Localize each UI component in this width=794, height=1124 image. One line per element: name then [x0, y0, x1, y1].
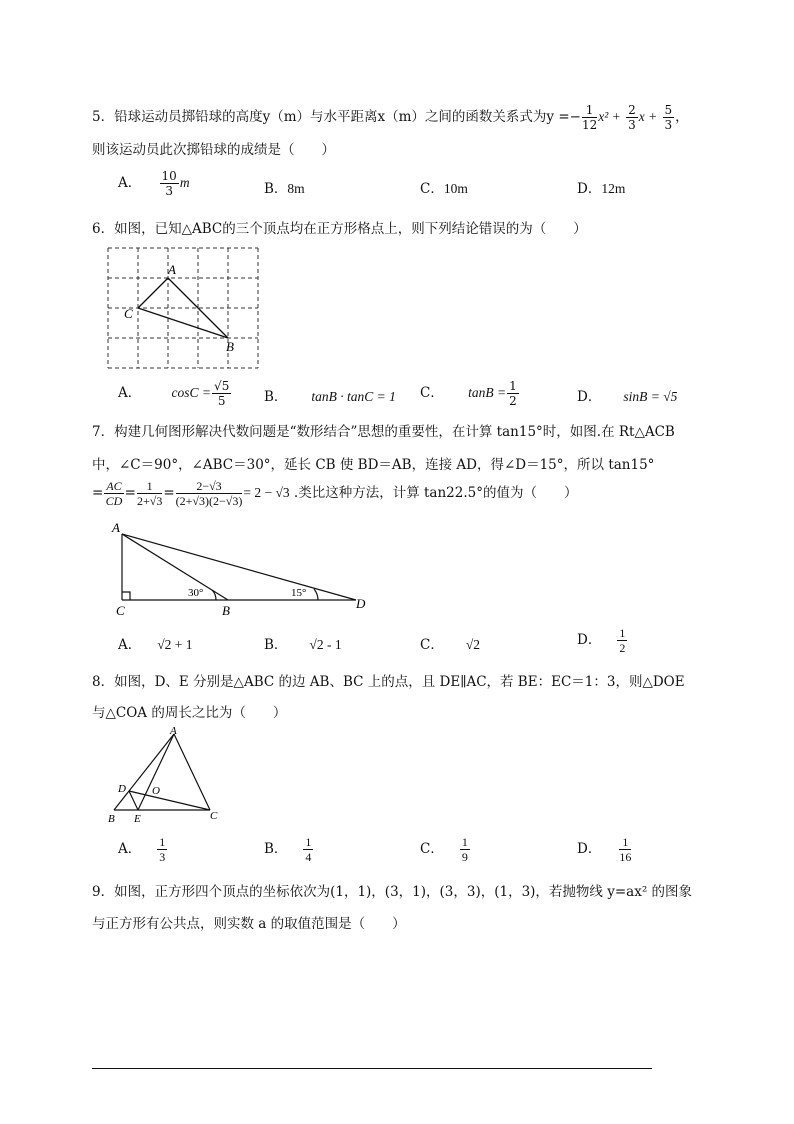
q7-angle-15: 15° [291, 587, 307, 599]
q5-stem-line1: 5．铅球运动员掷铅球的高度y（m）与水平距离x（m）之间的函数关系式为y =− $\frac{1}{12}$ x² + $\frac{2}{3}$ x + $\frac{5}{3}$ ， [92, 103, 689, 132]
q7-line1: 7．构建几何图形解决代数问题是“数形结合”思想的重要性，在计算 tan15°时，如图.在 Rt△ACB [92, 424, 675, 440]
q7-line2: 中，∠C＝90°，∠ABC＝30°，延长 CB 使 BD＝AB，连接 AD，得∠D＝15°，所以 tan15° [92, 457, 655, 473]
q6-option-d[interactable]: D． sinB = √5 [577, 389, 678, 405]
q7-side-ad [122, 534, 356, 600]
q8-label-a: A [170, 725, 177, 737]
q6-label-a: A [168, 262, 176, 277]
q5-frac-c: $\frac{5}{3}$ [664, 103, 673, 132]
q7-label-c: C [116, 603, 125, 618]
q6-option-b[interactable]: B． tanB · tanC = 1 [264, 389, 396, 405]
q8-line2: 与△COA 的周长之比为（ ） [92, 705, 287, 721]
q8-side-ac [174, 734, 210, 810]
q7-label-a: A [112, 520, 120, 535]
q7-option-b[interactable]: B． √2 - 1 [264, 637, 342, 653]
q7-option-d[interactable]: D． $\frac{1}{2}$ [577, 626, 626, 655]
q5-frac-a: $\frac{1}{12}$ [581, 103, 598, 132]
q7-option-c[interactable]: C． √2 [420, 637, 481, 653]
q8-option-c[interactable]: C． $\frac{1}{9}$ [420, 835, 468, 864]
q6-option-a[interactable]: A． cosC = $\frac{√5}{5}$ [118, 379, 230, 408]
q8-line1: 8．如图，D、E 分别是△ABC 的边 AB、BC 上的点，且 DE∥AC，若 BE：EC＝1：3，则△DOE [92, 674, 685, 690]
q7-triangle-figure [108, 520, 378, 620]
q8-label-b: B [108, 813, 115, 825]
q8-option-b[interactable]: B． $\frac{1}{4}$ [264, 835, 312, 864]
q8-option-a[interactable]: A． $\frac{1}{3}$ [118, 835, 166, 864]
q9-line2: 与正方形有公共点，则实数 a 的取值范围是（ ） [92, 916, 406, 932]
q8-segment-de [129, 791, 138, 810]
q5-stem-line2: 则该运动员此次掷铅球的成绩是（ ） [92, 142, 335, 158]
q7-line3: = $\frac{AC}{CD}$ = $\frac{1}{2+√3}$ = $\frac{2-√3}{(2+√3)(2-√3)}$ = 2 − √3 .类比这种方法，计算 tan22.5°的值为（ ） [92, 479, 578, 508]
q9-line1: 9．如图，正方形四个顶点的坐标依次为(1，1)，(3，1)，(3，3)，(1，3)，若抛物线 y=ax² 的图象 [92, 884, 693, 900]
q5-frac-b: $\frac{2}{3}$ [628, 103, 636, 132]
q7-right-angle-mark [122, 592, 130, 600]
q8-label-d: D [118, 783, 126, 795]
q8-segment-dc [129, 791, 210, 810]
q7-label-b: B [222, 603, 230, 618]
q5-option-c[interactable]: C．10m [420, 181, 468, 197]
q5-option-b[interactable]: B．8m [264, 181, 305, 197]
q8-option-d[interactable]: D． $\frac{1}{16}$ [577, 835, 632, 864]
q7-label-d: D [356, 596, 366, 611]
q6-label-b: B [226, 339, 234, 354]
q8-label-e: E [134, 813, 141, 825]
q8-triangle-figure [104, 724, 228, 826]
q7-angle-30: 30° [188, 587, 204, 599]
footer-divider [92, 1068, 652, 1069]
q8-label-o: O [152, 785, 160, 797]
q6-stem: 6．如图，已知△ABC的三个顶点均在正方形格点上，则下列结论错误的为（ ） [92, 221, 587, 237]
q8-label-c: C [210, 810, 218, 822]
q7-angle-mark-15 [314, 589, 318, 600]
q6-label-c: C [124, 306, 133, 321]
q6-grid-figure [104, 244, 264, 372]
q6-option-c[interactable]: C． tanB = $\frac{1}{2}$ [420, 379, 517, 408]
q7-option-a[interactable]: A． √2 + 1 [118, 637, 193, 653]
q5-option-d[interactable]: D．12m [577, 181, 626, 197]
q5-option-a[interactable]: A． $\frac{10}{3}$ m [118, 169, 190, 198]
